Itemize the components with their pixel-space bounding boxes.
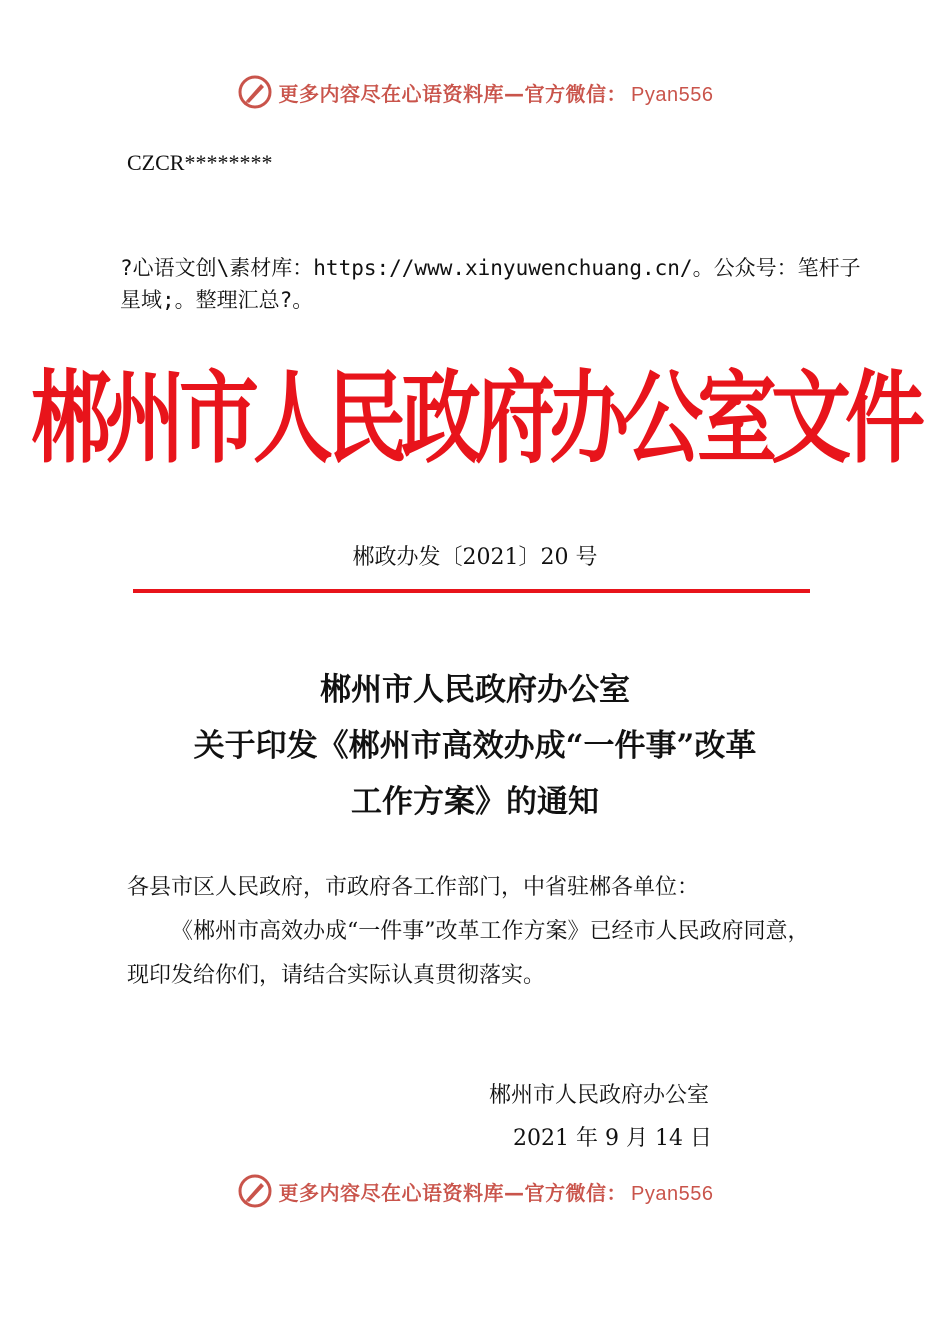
quill-logo-icon [237,1173,273,1209]
document-number: 郴政办发〔2021〕20 号 [352,545,598,570]
salutation: 各县市区人民政府，市政府各工作部门，中省驻郴各单位： [127,875,700,900]
source-note: ?心语文创\素材库：https://www.xinyuwenchuang.cn/。公众号：笔杆子星域;。整理汇总?。 [120,256,861,312]
watermark-label: 更多内容尽在心语资料库—官方微信： [278,81,628,106]
notice-body [127,866,827,998]
notice-title-line-1: 郴州市人民政府办公室 [320,672,630,708]
watermark-handle: Pyan556 [631,1182,714,1205]
watermark-handle: Pyan556 [631,83,714,106]
signing-date: 2021 年 9 月 14 日 [513,1126,712,1151]
red-header-title: 郴州市人民政府办公室文件 [31,359,919,477]
watermark-text [279,1177,714,1206]
watermark-text [279,78,714,107]
document-code: CZCR******** [127,150,273,175]
notice-title-line-2: 关于印发《郴州市高效办成“一件事”改革 [193,728,757,764]
watermark-banner-bottom [0,1169,950,1213]
watermark-banner-top [0,70,950,114]
watermark-label: 更多内容尽在心语资料库—官方微信： [278,1180,628,1205]
notice-title [0,662,950,830]
body-paragraph: 《郴州市高效办成“一件事”改革工作方案》已经市人民政府同意，现印发给你们，请结合实际认真贯彻落实。 [127,919,810,988]
quill-logo-icon [237,74,273,110]
notice-title-line-3: 工作方案》的通知 [351,784,599,820]
red-divider-rule [133,589,810,593]
signing-office: 郴州市人民政府办公室 [489,1083,710,1108]
